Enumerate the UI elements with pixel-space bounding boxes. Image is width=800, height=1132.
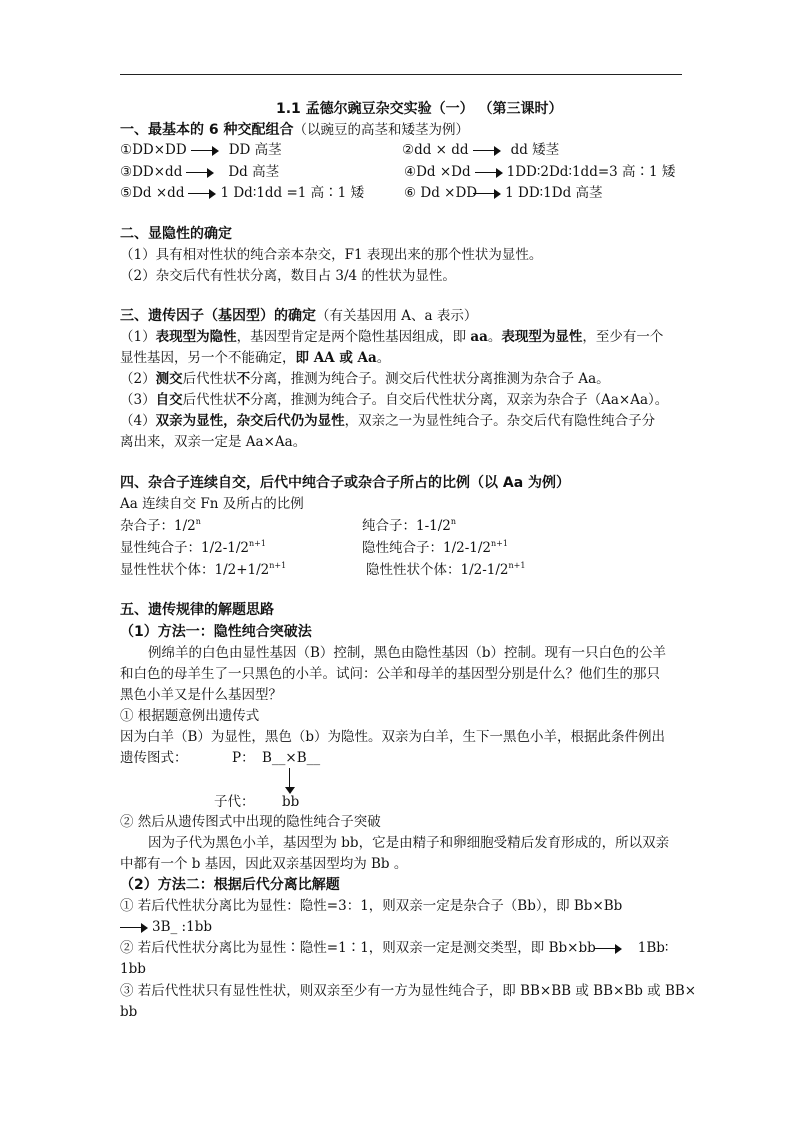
section-4-heading: 四、杂合子连续自交，后代中纯合子或杂合子所占的比例（以 Aa 为例） <box>120 475 571 491</box>
arrow-down-icon <box>285 768 295 794</box>
arrow-right-icon <box>473 146 501 156</box>
ratio-recessive-homozygote: 隐性纯合子：$1/2-1/2^{n+1}$ <box>362 539 508 556</box>
s3-para-3: （3）自交后代性状不分离，推测为纯合子。自交后代性状分离，双亲为杂合子（Aa×Aa）。 <box>120 392 669 408</box>
arrow-right-icon <box>186 168 214 178</box>
offspring-genotype: bb <box>282 794 300 810</box>
rule-1-result: 3B_ :1bb <box>120 917 212 937</box>
ratio-recessive-trait: 隐性性状个体：$1/2-1/2^{n+1}$ <box>366 561 526 578</box>
parent-label: P： <box>232 750 255 766</box>
arrow-right-icon <box>191 146 219 156</box>
s3-para-4-cont: 离出来，双亲一定是 Aa×Aa。 <box>120 434 307 450</box>
rule-1: ① 若后代性状分离比为显性：隐性=3：1，则双亲一定是杂合子（Bb），即 Bb×Bb <box>120 898 623 914</box>
s3-para-1: （1）表现型为隐性，基因型肯定是两个隐性基因组成，即 aa。表现型为显性，至少有一个 <box>120 329 664 345</box>
s3-para-4: （4）双亲为显性，杂交后代仍为显性，双亲之一为显性纯合子。杂交后代有隐性纯合子分 <box>120 413 656 429</box>
cross-5: ⑤Dd ×dd 1 Dd∶1dd =1 高∶1 矮 <box>120 185 365 201</box>
reason-line-2: 中都有一个 b 基因，因此双亲基因型均为 Bb 。 <box>120 856 408 872</box>
s2-line-2: （2）杂交后代有性状分离，数目占 3/4 的性状为显性。 <box>120 268 456 284</box>
section-1-heading: 一、最基本的 6 种交配组合（以豌豆的高茎和矮茎为例） <box>120 122 469 138</box>
rule-3: ③ 若后代性状只有显性性状，则双亲至少有一方为显性纯合子，即 BB×BB 或 BB×Bb 或 BB× <box>120 983 697 999</box>
s3-para-1-cont: 显性基因，另一个不能确定，即 AA 或 Aa。 <box>120 350 391 366</box>
cross-3: ③DD×dd Dd 高茎 <box>120 164 280 180</box>
ratio-dominant-homozygote: 显性纯合子：$1/2-1/2^{n+1}$ <box>120 539 266 556</box>
s2-line-1: （1）具有相对性状的纯合亲本杂交，F1 表现出来的那个性状为显性。 <box>120 247 543 263</box>
cross-2: ②dd × dd dd 矮茎 <box>402 142 560 158</box>
ratio-heterozygote: 杂合子：1/2$^n$ <box>120 517 201 534</box>
example-line-1: 例绵羊的白色由显性基因（B）控制，黑色由隐性基因（b）控制。现有一只白色的公羊 <box>148 645 667 661</box>
rule-2-cont: 1bb <box>120 961 146 977</box>
step-2: ② 然后从遗传图式中出现的隐性纯合子突破 <box>120 814 381 830</box>
arrow-right-icon <box>188 189 216 199</box>
ratio-homozygote: 纯合子：1-1/2$^n$ <box>362 517 457 534</box>
method-1-heading: （1）方法一：隐性纯合突破法 <box>120 624 312 640</box>
rule-3-cont: bb <box>120 1004 138 1020</box>
section-3-heading: 三、遗传因子（基因型）的确定（有关基因用 A、a 表示） <box>120 308 478 324</box>
step-1: ① 根据题意例出遗传式 <box>120 708 260 724</box>
header-rule <box>120 74 682 75</box>
arrow-right-icon <box>120 923 148 933</box>
section-5-heading: 五、遗传规律的解题思路 <box>120 602 274 618</box>
method-2-heading: （2）方法二：根据后代分离比解题 <box>120 877 340 893</box>
section-2-heading: 二、显隐性的确定 <box>120 226 232 242</box>
example-line-2: 和白色的母羊生了一只黑色的小羊。试问：公羊和母羊的基因型分别是什么？他们生的那只 <box>120 666 660 682</box>
reason-line-1: 因为子代为黑色小羊，基因型为 bb，它是由精子和卵细胞受精后发育形成的，所以双亲 <box>148 835 670 851</box>
arrow-right-icon <box>473 189 501 199</box>
parent-cross: B__×B__ <box>262 750 321 766</box>
arrow-right-icon <box>475 168 503 178</box>
offspring-label: 子代： <box>214 794 255 810</box>
example-line-3: 黑色小羊又是什么基因型？ <box>120 687 282 703</box>
s4-intro: Aa 连续自交 Fn 及所占的比例 <box>120 496 304 512</box>
arrow-right-icon <box>594 944 622 954</box>
doc-title: 1.1 孟德尔豌豆杂交实验（一） （第三课时） <box>276 101 563 117</box>
cross-1: ①DD×DD DD 高茎 <box>120 142 282 158</box>
ratio-dominant-trait: 显性性状个体：$1/2+1/2^{n+1}$ <box>120 561 287 578</box>
cross-6: ⑥ Dd ×DD 1 DD∶1Dd 高茎 <box>404 185 603 201</box>
cross-4: ④Dd ×Dd 1DD∶2Dd∶1dd=3 高∶1 矮 <box>404 164 676 180</box>
s3-para-2: （2）测交后代性状不分离，推测为纯合子。测交后代性状分离推测为杂合子 Aa。 <box>120 371 610 387</box>
rule-2: ② 若后代性状分离比为显性∶隐性=1∶1，则双亲一定是测交类型，即 Bb×bb 1Bb∶ <box>120 940 669 956</box>
explain-line-1: 因为白羊（B）为显性，黑色（b）为隐性。双亲为白羊，生下一黑色小羊，根据此条件例出 <box>120 729 666 745</box>
explain-line-2: 遗传图式： <box>120 750 188 766</box>
